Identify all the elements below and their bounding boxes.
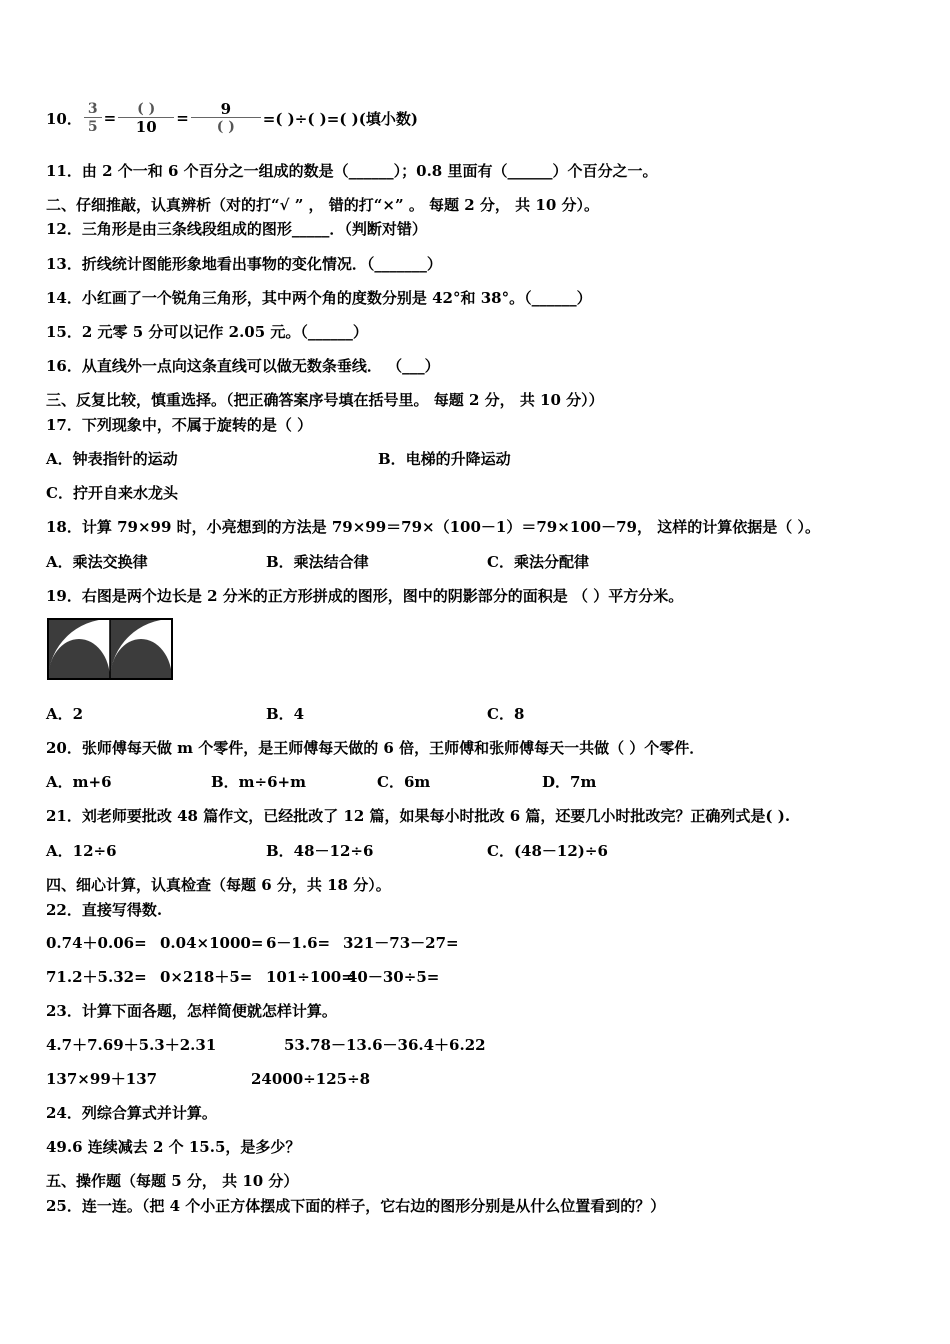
- q22-item: 101÷100=: [266, 968, 354, 986]
- q17-option-c: C．拧开自来水龙头: [46, 484, 178, 502]
- question-17: 17．下列现象中，不属于旋转的是（ ）: [46, 416, 313, 434]
- q18-option-c: C．乘法分配律: [487, 553, 589, 571]
- question-12: 12．三角形是由三条线段组成的图形_____．（判断对错）: [46, 220, 427, 238]
- question-14: 14．小红画了一个锐角三角形，其中两个角的度数分别是 42°和 38°。（______）: [46, 289, 592, 307]
- question-21: 21．刘老师要批改 48 篇作文，已经批改了 12 篇，如果每小时批改 6 篇，还要几小时批改完？正确列式是( ).: [46, 807, 791, 825]
- q20-option-b: B．m÷6+m: [211, 773, 306, 791]
- q23-item: 24000÷125÷8: [251, 1070, 371, 1088]
- q10-tail: =( )÷( )=( )(填小数): [262, 109, 418, 128]
- q22-item: 321－73－27=: [343, 934, 459, 952]
- question-13: 13．折线统计图能形象地看出事物的变化情况．（_______）: [46, 255, 442, 273]
- question-24: 24．列综合算式并计算。: [46, 1104, 217, 1122]
- q22-item: 0×218＋5=: [160, 968, 253, 986]
- q21-option-a: A．12÷6: [46, 842, 117, 860]
- q19-option-c: C．8: [487, 705, 525, 723]
- two-squares-shaded-figure: [46, 617, 174, 681]
- question-23: 23．计算下面各题，怎样简便就怎样计算。: [46, 1002, 337, 1020]
- question-18: 18．计算 79×99 时，小亮想到的方法是 79×99＝79×（100－1）＝79×100－79， 这样的计算依据是（ ）。: [46, 518, 820, 536]
- q18-option-a: A．乘法交换律: [46, 553, 148, 571]
- q19-option-b: B．4: [266, 705, 305, 723]
- q21-option-b: B．48－12÷6: [266, 842, 374, 860]
- question-16: 16．从直线外一点向这条直线可以做无数条垂线． （___）: [46, 357, 440, 375]
- section-5-heading: 五、操作题（每题 5 分， 共 10 分）: [46, 1172, 299, 1190]
- question-10: [46, 96, 418, 140]
- q22-item: 0.74＋0.06=: [46, 934, 147, 952]
- q22-item: 6－1.6=: [266, 934, 331, 952]
- q23-item: 4.7＋7.69＋5.3＋2.31: [46, 1036, 217, 1054]
- q18-option-b: B．乘法结合律: [266, 553, 369, 571]
- question-25: 25．连一连。（把 4 个小正方体摆成下面的样子，它右边的图形分别是从什么位置看到的？）: [46, 1197, 666, 1215]
- fraction-blank-10: $\frac{( )}{10}$: [118, 101, 174, 136]
- q22-item: 0.04×1000=: [160, 934, 264, 952]
- q20-option-a: A．m+6: [46, 773, 112, 791]
- q22-item: 40－30÷5=: [347, 968, 440, 986]
- q10-number: 10．: [46, 109, 82, 128]
- q23-item: 137×99＋137: [46, 1070, 158, 1088]
- section-3-heading: 三、反复比较，慎重选择。（把正确答案序号填在括号里。 每题 2 分， 共 10 分））: [46, 391, 604, 409]
- q17-option-a: A．钟表指针的运动: [46, 450, 178, 468]
- question-19: 19．右图是两个边长是 2 分米的正方形拼成的图形，图中的阴影部分的面积是 （ ）平方分米。: [46, 587, 684, 605]
- question-22: 22．直接写得数.: [46, 901, 163, 919]
- q19-option-a: A．2: [46, 705, 84, 723]
- fraction-9-blank: $\frac{9}{( )}$: [191, 101, 261, 136]
- equals-sign: =: [103, 109, 117, 127]
- section-4-heading: 四、细心计算，认真检查（每题 6 分，共 18 分）。: [46, 876, 391, 894]
- fraction-3-5: $\frac{3}{5}$: [84, 101, 102, 136]
- q24-problem: 49.6 连续减去 2 个 15.5，是多少？: [46, 1138, 301, 1156]
- equals-sign: =: [176, 109, 189, 127]
- q17-option-b: B．电梯的升降运动: [378, 450, 511, 468]
- question-15: 15．2 元零 5 分可以记作 2.05 元。（______）: [46, 323, 368, 341]
- question-20: 20．张师傅每天做 m 个零件，是王师傅每天做的 6 倍，王师傅和张师傅每天一共做（ ）个零件．: [46, 739, 705, 757]
- q21-option-c: C．(48－12)÷6: [487, 842, 608, 860]
- q20-option-d: D．7m: [542, 773, 597, 791]
- section-2-heading: 二、仔细推敲，认真辨析（对的打“√ ” ， 错的打“×” 。 每题 2 分， 共 10 分）。: [46, 196, 599, 214]
- q20-option-c: C．6m: [377, 773, 431, 791]
- question-11: 11．由 2 个一和 6 个百分之一组成的数是（______）；0.8 里面有（______）个百分之一。: [46, 162, 658, 180]
- q23-item: 53.78－13.6－36.4＋6.22: [284, 1036, 486, 1054]
- q22-item: 71.2＋5.32=: [46, 968, 147, 986]
